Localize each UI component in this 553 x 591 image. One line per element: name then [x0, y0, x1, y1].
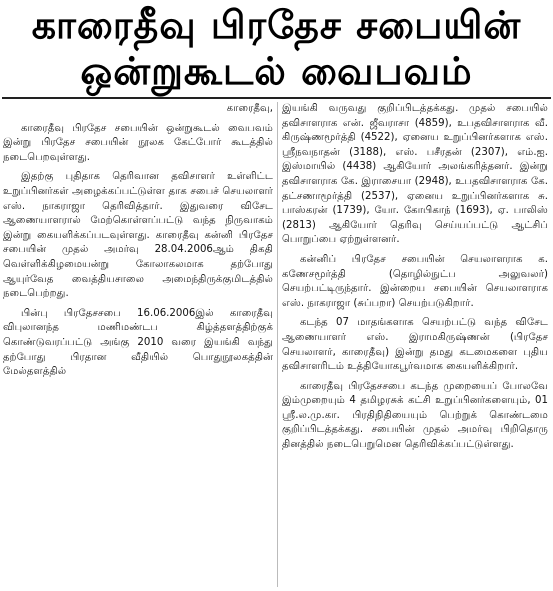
headline-line-2: ஒன்றுகூடல் வைபவம் [80, 49, 473, 93]
headline [0, 0, 553, 96]
paragraph: இதற்கு புதிதாக தெரிவான தவிசாளர் உள்ளிட்ட உறுப்பினர்கள் அழைக்கப்பட்டுள்ள தாக சபைச் செயலாளர் எஸ். நாகராஜா தெரிவித்தார். இதுவரை விசேட ஆணையாளரால் மேற்கொள்ளப்பட்டு வந்த நிருவாகம் இன்று கையளிக்கப்படவுள்ளது. காரைதீவு கன்னி பிரதேச சபையின் முதல் அமர்வு 28.04.2006ஆம் திகதி வெள்ளிக்கிழமையன்று கோலாகலமாக தற்போது ஆயுர்வேத வைத்தியசாலை அமைந்திருக்குமிடத்தில் நடைபெற்றது. [3, 171, 273, 300]
paragraph: காரைதீவு பிரதேசசபை கடந்த முறையைப் போலவே இம்முறையும் 4 தமிழரசுக் கட்சி உறுப்பினர்களையும், 01 ஸ்ரீ.ல.மு.கா. பிரதிநிதியையும் பெற்றுக் கொண்டமை குறிப்பிடத்தக்கது. சபையின் முதல் அமர்வு பிறிதொரு தினத்தில் நடைபெறுமென தெரிவிக்கப்பட்டுள்ளது. [282, 380, 548, 451]
paragraph: கன்னிப் பிரதேச சபையின் செயலாளராக க. கணேசமூர்த்தி (தொழில்நுட்ப அலுவலர்) செயற்பட்டிருந்தார். இன்றைய சபையின் செயலாளராக எஸ். நாகராஜா (சுப்பறா) செயற்படுகிறார். [282, 253, 548, 309]
paragraph: கடந்த 07 மாதங்களாக செயற்பட்டு வந்த விசேட ஆணையாளர் எஸ். இராமகிருஷ்ணன் (பிரதேச செயலாளர், காரைதீவு) இன்று தமது கடமைகளை புதிய தவிசாளரிடம் உத்தியோகபூர்வமாக கையளிக்கிறார். [282, 317, 548, 373]
article-column-right [282, 102, 548, 591]
article-column-left [3, 102, 273, 591]
headline-rule [2, 97, 551, 99]
dateline: காரைதீவு, [226, 103, 273, 114]
paragraph: காரைதீவு பிரதேச சபையின் ஒன்றுகூடல் வைபவம் இன்று பிரதேச சபையின் நூலக கேட்போர் கூடத்தில் நடைபெறவுள்ளது. [3, 122, 273, 163]
column-divider [277, 102, 278, 587]
paragraph: பின்பு பிரதேசசபை 16.06.2006இல் காரைதீவு விபுலானந்த மணிமண்டப கிழ்த்தளத்திற்குக் கொண்டுவரப்பட்டு அங்கு 2010 வரை இயங்கி வந்து தற்போது பிரதான வீதியில் பொதுநூலகத்தின் மேல்தளத்தில் [3, 307, 273, 378]
headline-line-1: காரைதீவு பிரதேச சபையின் [31, 3, 522, 47]
paragraph: இயங்கி வருவது குறிப்பிடத்தக்கது. முதல் சபையில் தவிசாளராக என். ஜீவராசா (4859), உபதவிசாளராக வீ. கிருஷ்ணமூர்த்தி (4522), ஏனைய உறுப்பினர்களாக எஸ். ஸ்ரீநவநாதன் (3188), எஸ். பசீரதன் (2307), எம்.ஐ. இஸ்மாயில் (4438) ஆகியோர் அலங்கரித்தனர். இன்று தவிசாளராக கே. இராசையா (2948), உபதவிசாளராக கே. தட்சணாமூர்த்தி (2537), ஏனைய உறுப்பினர்களாக சு. பாஸ்கரன் (1739), யோ. கோபிகாந் (1693), ஏ. பாலிஸ் (2813) ஆகியோர் தெரிவு செய்யப்பட்டு ஆட்சிப் பொறுப்பை ஏற்றுள்ளனர். [282, 103, 548, 246]
